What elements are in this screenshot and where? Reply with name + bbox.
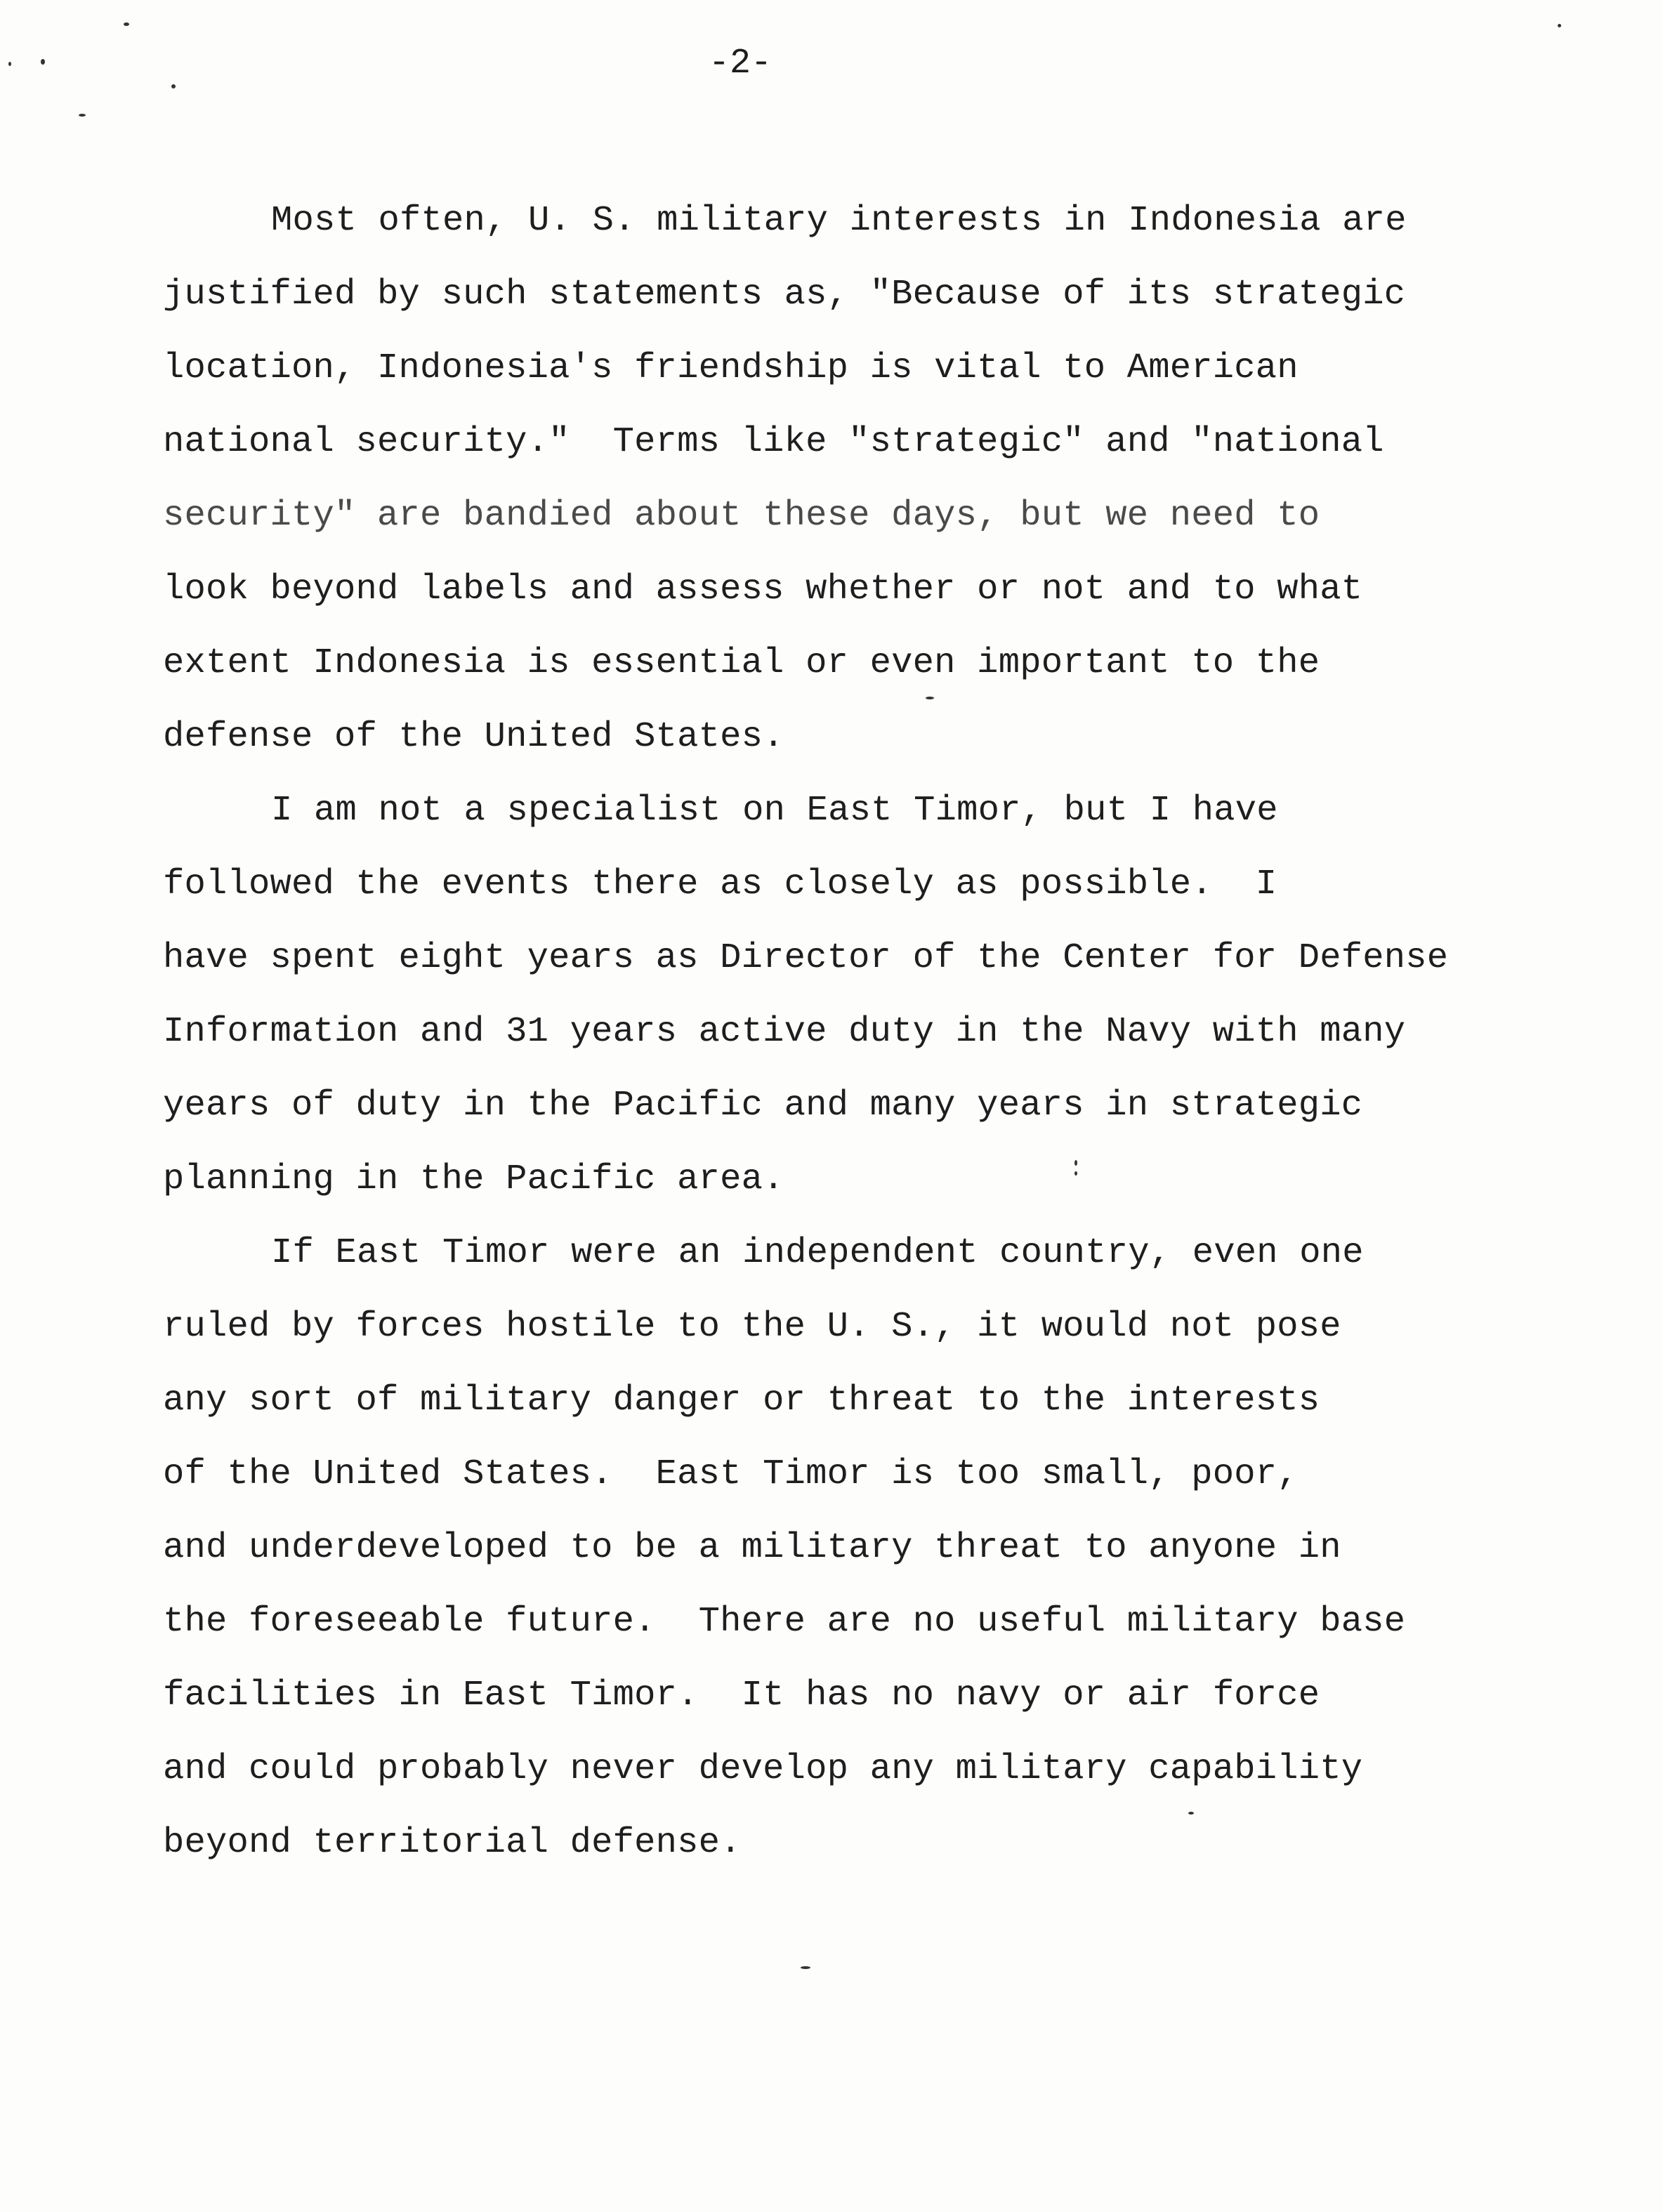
text-line: facilities in East Timor. It has no navy or air force <box>163 1676 1320 1716</box>
text-line: years of duty in the Pacific and many years in strategic <box>163 1086 1363 1126</box>
text-line: any sort of military danger or threat to the interests <box>163 1381 1320 1421</box>
text-line: followed the events there as closely as possible. I <box>163 864 1277 904</box>
text-line: national security." Terms like "strategic" and "national <box>163 422 1384 462</box>
text-line: have spent eight years as Director of the Center for Defense <box>163 938 1449 978</box>
text-line: defense of the United States. <box>163 717 784 757</box>
text-line: the foreseeable future. There are no useful military base <box>163 1602 1406 1642</box>
scan-speck <box>1558 24 1561 27</box>
text-line: planning in the Pacific area. <box>163 1159 784 1199</box>
scan-speck <box>926 697 934 699</box>
page-number: -2- <box>708 44 772 84</box>
text-line: If East Timor were an independent country, even one <box>271 1233 1364 1273</box>
text-line: extent Indonesia is essential or even important to the <box>163 643 1320 683</box>
text-line: Information and 31 years active duty in the Navy with many <box>163 1012 1406 1052</box>
paragraph-3 <box>163 1216 1567 1880</box>
text-line: Most often, U. S. military interests in Indonesia are <box>271 201 1407 241</box>
text-line: and could probably never develop any military capability <box>163 1749 1363 1789</box>
scan-speck <box>1188 1812 1194 1815</box>
text-line: of the United States. East Timor is too small, poor, <box>163 1454 1299 1494</box>
text-line: I am not a specialist on East Timor, but I have <box>271 791 1278 831</box>
paragraph-2 <box>163 774 1567 1216</box>
text-line: and underdeveloped to be a military threat to anyone in <box>163 1528 1341 1568</box>
scan-speck <box>124 22 129 26</box>
text-line: justified by such statements as, "Because of its strategic <box>163 275 1406 315</box>
text-line: location, Indonesia's friendship is vital to American <box>163 348 1299 388</box>
scan-speck <box>1074 1160 1077 1166</box>
scan-speck <box>8 62 11 66</box>
text-line: security" are bandied about these days, but we need to <box>163 496 1320 536</box>
scan-speck <box>171 84 176 88</box>
paragraph-1 <box>163 184 1567 774</box>
document-body <box>163 184 1567 1880</box>
text-line: look beyond labels and assess whether or not and to what <box>163 570 1363 610</box>
text-line: beyond territorial defense. <box>163 1823 742 1863</box>
scan-speck <box>801 1966 810 1969</box>
scan-speck <box>41 59 45 65</box>
scan-speck <box>1074 1171 1077 1176</box>
text-line: ruled by forces hostile to the U. S., it would not pose <box>163 1307 1341 1347</box>
scan-speck <box>79 114 86 117</box>
